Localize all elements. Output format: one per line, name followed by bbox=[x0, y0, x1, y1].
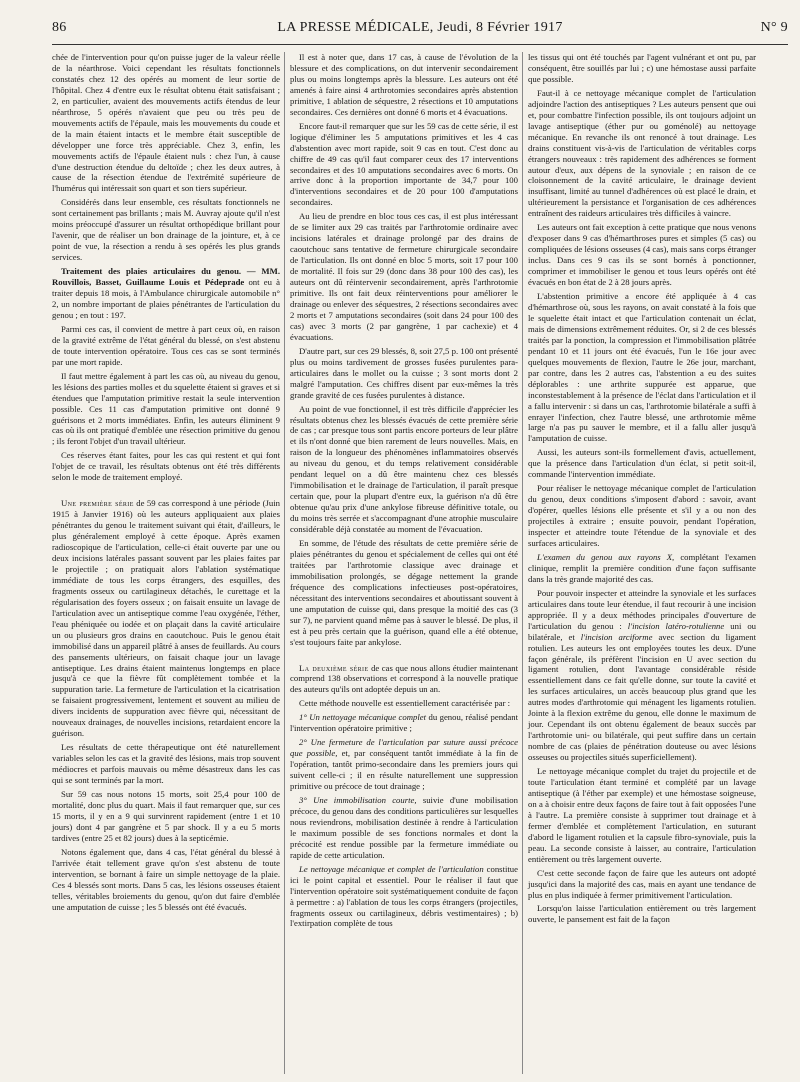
paragraph-text: de cas que nous allons étudier maintenant comprend 138 observations et correspond à la nouvelle pratique des auteurs qu'ils ont adoptée depuis un an. bbox=[290, 662, 519, 695]
paragraph: Parmi ces cas, il convient de mettre à part ceux où, en raison de la gravité extrême de l'état général du blessé, on s'est abstenu de toute intervention opératoire. Tous ces cas se sont terminés par une mort rapide. bbox=[52, 323, 280, 367]
paragraph-text: suivie d'une mobilisation précoce, bbox=[290, 795, 518, 816]
paragraph bbox=[290, 864, 518, 930]
paragraph-text: du genou dans des conditions particulières sur lesquelles nous reviendrons, mobilisation destinée à rendre à l'articulation le maximum possible de ses fonctions normales et dont la précocité est rendue possible par la fermeture immédiate ou rapide de cette articulation. bbox=[290, 805, 518, 860]
paragraph-text: constitue ici le point capital et essentiel. Pour le réaliser il faut que l'intervention opératoire soit systématiquement conduite de façon à permettre : a) l'ablation de tous les corps étrangers (projectiles, fragments osseux ou cartilagineux, débris vestimentaires) ; b) l'extirpation complète de tous bbox=[290, 863, 519, 929]
paragraph-text: et, par conséquent tantôt immédiate à la fin de l'opération, tantôt primo-secondaire dans les premiers jours qui suivent celle-ci ; il en résulte naturellement une suppression primitive ou précoce de tout drainage ; bbox=[290, 748, 519, 792]
paragraph-text: Pour pouvoir inspecter et atteindre la synoviale et les surfaces articulaires dans toute leur étendue, il faut recourir à une incision appropriée. Il y a deux méthodes principales d'ouverture de l'articulation du genou : bbox=[528, 587, 756, 631]
paragraph bbox=[290, 795, 518, 861]
emphasis: 1° Un nettoyage mécanique complet bbox=[299, 712, 427, 723]
header-rule bbox=[52, 44, 788, 45]
paragraph: En somme, de l'étude des résultats de cette première série de plaies pénétrantes du genou et spécialement de celles qui ont été traitées par l'arthrotomie classique avec drainage et immobilisation prolongés, se dégage nettement la grande fréquence des complications infectieuses post-opératoires, nécessitant des interventions secondaires et aboutissant souvent à une amputation de cuisse qui, dans presque la moitié des cas (3 sur 7), ne parvient quand même pas à sauver le blessé. De plus, il est à peu près certain que la guérison, quand elle a été obtenue, s'est toujours faite par ankylose. bbox=[290, 537, 518, 647]
paragraph-text: ont eu à traiter depuis 18 mois, à l'Ambulance chirurgicale automobile n° 2, un nombre important de plaies pénétrantes de l'articulation du genou ; en tout : 197. bbox=[52, 277, 280, 320]
paragraph: Notons également que, dans 4 cas, l'état général du blessé à l'arrivée était tellement grave qu'on s'est abstenu de toute intervention, se bornant à faire un simple nettoyage de la plaie. Ces 4 blessés sont morts. Dans 5 cas, les lésions osseuses étaient telles, véritables broiements du genou, qu'on dut faire d'emblée une amputation de cuisse ; les 5 blessés ont été évacués. bbox=[52, 846, 280, 912]
paragraph: Considérés dans leur ensemble, ces résultats fonctionnels ne sont certainement pas brillants ; mais M. Auvray ajoute qu'il n'est moins préoccupé d'assurer un résultat orthopédique brillant pour l'avenir, que de réaliser un bon drainage de la jointure, et, à ce point de vue, la résection a rendu à ses opérés les plus grands services. bbox=[52, 197, 280, 263]
paragraph bbox=[528, 552, 756, 585]
paragraph bbox=[290, 663, 518, 696]
paragraph: Sur 59 cas nous notons 15 morts, soit 25,4 pour 100 de mortalité, donc plus du quart. Mais il faut remarquer que, sur ces 15 morts, il y en a 9 qui survinrent rapidement (entre 1 et 10 jours) dont 4 par gangrène et 5 par shock. Il y a eu 5 morts tardives (entre 25 et 82 jours) dues à la septicémie. bbox=[52, 789, 280, 843]
paragraph bbox=[528, 588, 756, 763]
column-divider bbox=[522, 52, 523, 1074]
running-header bbox=[52, 18, 788, 42]
paragraph: Le nettoyage mécanique complet du trajet du projectile et de toute l'articulation étant terminé et complété par un lavage antiseptique (à l'éther par exemple) et une hémostase soigneuse, on a à choisir entre deux façons de faire tout à fait opposées l'une à l'autre. La première consiste à supprimer tout drainage et à fermer d'emblée et complètement l'articulation, en suturant d'abord le ligament rotulien et la capsule fibro-synoviale, puis la peau. La seconde consiste à laisser, au contraire, l'articulation entièrement ou très largement ouverte. bbox=[528, 766, 756, 864]
paragraph: Faut-il à ce nettoyage mécanique complet de l'articulation adjoindre l'action des antiseptiques ? Les auteurs pensent que oui et, pour combattre l'infection possible, ils ont toujours adjoint un lavage antiseptique (éther pur ou goménolé) au nettoyage mécanique. En revanche ils ont renoncé à tout drainage. Les drains constituent vis-à-vis de l'articulation de véritables corps étrangers nouveaux : très rapidement des adhérences se forment autour d'eux, aux dépens de la synoviale ; en raison de ce cloisonnement de la cavité articulaire, le drainage devient insuffisant, limité au tunnel d'adhérences où est placé le drain, et ultérieurement la persistance et l'organisation de ces adhérences entraînent des raideurs articulaires très difficiles à vaincre. bbox=[528, 87, 756, 219]
paragraph: Ces réserves étant faites, pour les cas qui restent et qui font l'objet de ce travail, les résultats obtenus ont été très différents selon le mode de traitement employé. bbox=[52, 450, 280, 483]
paragraph: Au point de vue fonctionnel, il est très difficile d'apprécier les résultats obtenus chez les blessés évacués de cette première série de cas ; car presque tous sont partis encore porteurs de leur plâtre et ils n'ont donné que bien rarement de leurs nouvelles. Mais, en raison de la longueur des phénomènes inflammatoires observés au niveau du genou, et du temps relativement considérable pendant lequel on a dû être maintenu chez ces blessés l'immobilisation et le drainage de l'articulation, il paraît presque certain que, pour la plupart d'entre eux, la guérison n'a dû être obtenue qu'au prix d'une ankylose fibreuse définitive totale, ou du moins très serrée et s'accompagnant d'une atrophie musculaire considérable déjà constatée au moment de l'évacuation. bbox=[290, 403, 518, 535]
paragraph-text: avec section du ligament rotulien. Les auteurs les ont employées toutes les deux. D'une façon générale, ils préfèrent l'incision en U avec section du ligament rotulien, dont l'avantage considérable réside essentiellement dans ce fait qu'elle donne, sur toute la cavité et les surfaces articulaires, un accès beaucoup plus grand que les autres modes d'arthrotomie qui ménagent les ligaments rotulien. Jointe à la flexion extrême du genou, elle donne le maximum de jour. Cependant ils ont obtenu également de beaux succès par l'arthrotomie uni- ou bilatérale, qui peut suffire dans un certain nombre de cas (plaies de pénétration douteuse ou avec lésions osseuses ou projectiles situés superficiellement). bbox=[528, 631, 756, 763]
emphasis: Le nettoyage mécanique et complet de l'articulation bbox=[299, 863, 484, 874]
paragraph: Encore faut-il remarquer que sur les 59 cas de cette série, il est logique d'éliminer les 5 amputations primitives et les 4 cas d'abstention avec mort rapide, soit 9 cas en tout. C'est donc au chiffre de 49 cas qu'il faut comparer ceux des 17 interventions secondaires et des 10 amputations secondaires avec 6 morts. On arrive donc à la proportion importante de 34,7 pour 100 d'interventions secondaires et de 20 pour 100 d'amputations secondaires. bbox=[290, 120, 518, 208]
section-paragraph bbox=[52, 266, 280, 321]
emphasis: 2° Une fermeture de l'articulation par suture aussi précoce que possible, bbox=[290, 737, 518, 759]
series-label: La deuxième série bbox=[299, 662, 369, 673]
journal-title: LA PRESSE MÉDICALE, Jeudi, 8 Février 1917 bbox=[277, 20, 563, 35]
emphasis: L'examen du genou aux rayons X, bbox=[537, 551, 675, 562]
emphasis: l'incision latéro-rotulienne bbox=[627, 620, 725, 631]
paragraph: Aussi, les auteurs sont-ils formellement d'avis, actuellement, que la présence dans l'articulation d'un éclat, si petit soit-il, commande l'intervention immédiate. bbox=[528, 447, 756, 480]
paragraph-text: de 59 cas correspond à une période (Juin 1915 à Janvier 1916) où les auteurs appliquaient aux plaies pénétrantes du genou le traitement suivant qui était, d'ailleurs, le plus généralement employé à cette époque. Après examen radioscopique de l'articulation, celle-ci était ouverte par une ou deux incisions latérales passant souvent par les plaies faites par le projectile ; on pratiquait alors l'ablation systématique immédiate de tous les corps étrangers, des esquilles, des fragments osseux ou cartilagineux détachés, le curettage et la régularisation des foyers osseux ; on faisait ensuite un lavage de l'articulation avec un antiseptique comme l'eau oxygénée, l'éther, l'eau phéniquée ou iodée et on plaçait dans la cavité articulaire un ou plusieurs gros drains en caoutchouc. Puis le genou était immobilisé dans un appareil plâtré à anses de feuillards. Au cours des pansements ultérieurs, on faisait chaque jour un lavage antiseptique. Les drains étaient maintenus longtemps en place jusqu'à ce que la fièvre fût complètement tombée et la suppuration tarie. La fermeture de l'articulation et la cicatrisation se faisaient progressivement, lentement et souvent au milieu de divers incidents de suppuration avec fièvre qui, nécessitant de nouveaux drainages, de nouvelles incisions, retardaient encore la guérison. bbox=[52, 498, 280, 739]
column-divider bbox=[284, 52, 285, 1074]
paragraph: D'autre part, sur ces 29 blessés, 8, soit 27,5 p. 100 ont présenté plus ou moins tardivement de grosses fusées purulentes para-articulaires dans le mollet ou la cuisse ; 3 sont morts dont 2 malgré l'amputation. Ces chiffres disent par eux-mêmes la très grande gravité de ces fusées purulentes à distance. bbox=[290, 345, 518, 400]
emphasis: l'incision arciforme bbox=[580, 631, 653, 642]
paragraph-text: du genou, réalisé pendant l'intervention opératoire primitive ; bbox=[290, 712, 519, 734]
paragraph: Pour réaliser le nettoyage mécanique complet de l'articulation du genou, deux conditions s'imposent d'abord : savoir, avant d'opérer, quelles lésions elle présente et s'il y a ou non des projectiles à extraire ; ensuite pouvoir, pendant l'opération, inspecter et atteindre toute l'étendue de la synoviale et des surfaces articulaires. bbox=[528, 483, 756, 548]
paragraph-text: uni ou bilatérale, et bbox=[528, 620, 757, 642]
paragraph: Les résultats de cette thérapeutique ont été naturellement variables selon les cas et la gravité des lésions, mais trop souvent médiocres et parfois mauvais ou même désastreux dans les cas qui se sont terminés par la mort. bbox=[52, 742, 280, 786]
paragraph: C'est cette seconde façon de faire que les auteurs ont adopté jusqu'ici dans la majorité des cas, mais en ayant une tendance de plus en plus indiquée à fermer primitivement l'articulation. bbox=[528, 867, 756, 900]
paragraph: Cette méthode nouvelle est essentiellement caractérisée par : bbox=[299, 698, 511, 709]
paragraph: L'abstention primitive a encore été appliquée à 4 cas d'hémarthrose où, sous les rayons, on avait constaté à la fois que le squelette était intact et que l'articulation contenait un éclat, mais de dimensions extrêmement réduites. Or, si 2 de ces blessés traités par la ponction, la compression et l'immobilisation plâtrée pendant 10 et 11 jours ont été évacués, l'un le 16e jour avec quelques mouvements de flexion, l'autre le 26e jour, marchant, par contre, dans les 2 autres cas, l'abstention a eu des suites déplorables : une arthrite suppurée est apparue, que inconstestablement à la présence de l'éclat dans l'articulation et il a fallu intervenir : si dans un cas, l'arthrotomie bilatérale a suffi à enrayer l'infection, chez l'autre blessé, une arthrotomie même large n'a pas pu sauver le membre, et il a fallu aller jusqu'à l'amputation de cuisse. bbox=[528, 291, 756, 444]
paragraph: les tissus qui ont été touchés par l'agent vulnérant et ont pu, par conséquent, être souillés par lui ; c) une hémostase aussi parfaite que possible. bbox=[528, 52, 756, 84]
paragraph: chée de l'intervention pour qu'on puisse juger de la valeur réelle de la néarthrose. Voici cependant les résultats fonctionnels constatés chez 12 des opérés au moment de leur sortie de l'hôpital. Chez 4 d'entre eux le résultat obtenu était satisfaisant ; 2, en particulier, avaient des mouvements actifs étendus de leur néarthrose, 5 opérés n'avaient que peu ou très peu de mouvements actifs de l'épaule, mais les mouvements du coude et de la main étaient intacts et le membre était susceptible de développer une force très appréciable. Chez 3, enfin, les mouvements actifs de l'épaule étaient nuls : chez l'un, à cause d'une destruction étendue du deltoïde ; chez les deux autres, à cause de la résection étendue de l'extrémité supérieure de l'humérus qui intéressait son quart et son tiers supérieur. bbox=[52, 52, 280, 194]
emphasis: 3° Une immobilisation courte, bbox=[299, 795, 417, 805]
paragraph bbox=[290, 737, 518, 792]
page-number: 86 bbox=[52, 20, 67, 35]
paragraph: Il faut mettre également à part les cas où, au niveau du genou, les lésions des parties molles et du squelette étaient si graves et si étendues que l'amputation primitive restait la seule intervention possible. Ces 11 cas d'amputation primitive ont donné 9 guérisons et 2 morts immédiates. Enfin, les auteurs éliminent 9 cas où ils ont pratiqué d'emblée une résection primitive du genou ; ils feront l'objet d'un travail ultérieur. bbox=[52, 370, 280, 447]
paragraph-text: complétant l'examen clinique, remplit la première condition d'une façon suffisante dans la très grande majorité des cas. bbox=[528, 551, 757, 584]
column-3 bbox=[528, 52, 756, 928]
issue-number: N° 9 bbox=[760, 20, 788, 35]
section-heading: Traitement des plaies articulaires du genou. — MM. Rouvillois, Basset, Guillaume Louis et Pédeprade bbox=[52, 266, 280, 288]
paragraph: Au lieu de prendre en bloc tous ces cas, il est plus intéressant de se limiter aux 29 cas traités par l'arthrotomie ordinaire avec incisions latérales et drainage prolongé par des drains de caoutchouc sans tentative de fermeture chirurgicale secondaire de l'articulation. Ils ont donné en bloc 5 morts, soit 17 pour 100 de mortalité. Il fois sur 29 (donc dans 38 pour 100 des cas), les auteurs ont dû réintervenir secondairement, après l'arthrotomie primitive. Ils ont fait deux réinterventions pour améliorer le drainage ou enlever des séquestres, 2 résections secondaires avec 2 morts et 7 amputations secondaires (soit dans 24 pour 100 des cas) avec 3 morts (2 par gangrène, 1 par cachexie) et 4 évacuations. bbox=[290, 211, 518, 342]
series-label: Une première série bbox=[61, 498, 134, 509]
paragraph: Lorsqu'on laisse l'articulation entièrement ou très largement ouverte, le pansement est fait de la façon bbox=[528, 903, 756, 925]
paragraph: Il est à noter que, dans 17 cas, à cause de l'évolution de la blessure et des complications, on dut intervenir secondairement plus ou moins longtemps après la blessure. Les auteurs ont été amenés à faire ainsi 4 arthrotomies secondaires après abstention primitive, 1 ablation de séquestre, 2 résections et 10 amputations secondaires. Ces dernières ont donné 6 morts et 4 évacuations. bbox=[290, 52, 518, 117]
paragraph bbox=[290, 712, 518, 734]
paragraph: Les auteurs ont fait exception à cette pratique que nous venons d'exposer dans 9 cas d'hémarthroses pures et simples (5 cas) ou compliquées de lésions osseuses (4 cas), mais sans corps étranger inclus. Dans ces 9 cas ils se sont bornés à ponctionner, comprimer et immobiliser le genou et tous leurs opérés ont été évacués en bon état de 2 à 28 jours après. bbox=[528, 222, 756, 288]
column-2 bbox=[290, 52, 518, 932]
column-1 bbox=[52, 52, 280, 915]
paragraph bbox=[52, 498, 280, 739]
